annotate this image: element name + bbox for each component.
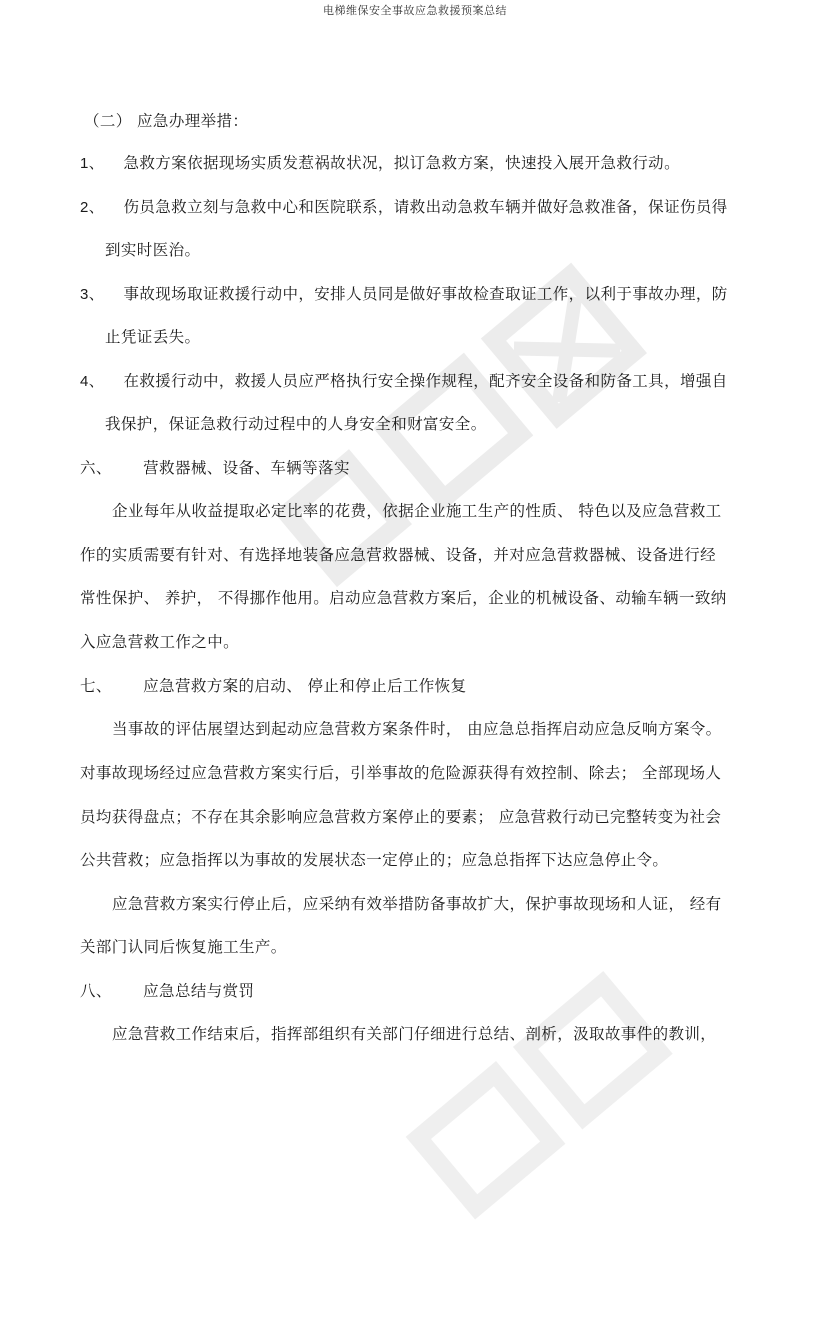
- list-item-2: [80, 196, 728, 219]
- paragraph-line: 作的实质需要有针对、有选择地装备应急营救器械、设备，并对应急营救器械、设备进行经: [80, 546, 717, 564]
- section-heading-8: [80, 980, 254, 1002]
- paragraph-line: 应急营救工作结束后，指挥部组织有关部门仔细进行总结、剖析，汲取故事件的教训，: [112, 1025, 717, 1043]
- list-item-3: [80, 283, 728, 306]
- section-number: 七、: [80, 677, 112, 695]
- paragraph-line: 对事故现场经过应急营救方案实行后，引举事故的危险源获得有效控制、除去； 全部现场人: [80, 764, 722, 782]
- paragraph-line: 应急营救方案实行停止后，应采纳有效举措防备事故扩大，保护事故现场和人证， 经有: [112, 895, 722, 913]
- list-item-number: 4、: [80, 373, 105, 390]
- section-number: 八、: [80, 982, 112, 1000]
- paragraph-line: 关部门认同后恢复施工生产。: [80, 938, 287, 956]
- list-item-continuation: 我保护，保证急救行动过程中的人身安全和财富安全。: [105, 415, 487, 433]
- paragraph-line: 企业每年从收益提取必定比率的花费，依据企业施工生产的性质、 特色以及应急营救工: [112, 502, 722, 520]
- paragraph-line: 常性保护、 养护， 不得挪作他用。启动应急营救方案后，企业的机械设备、动输车辆一致纳: [80, 589, 727, 607]
- list-item-number: 1、: [80, 155, 105, 172]
- section-heading-6: [80, 457, 350, 479]
- section-heading-measures: （二） 应急办理举措：: [84, 112, 249, 130]
- list-item-1: [80, 152, 680, 175]
- list-item-continuation: 到实时医治。: [105, 241, 201, 259]
- section-title: 应急总结与赏罚: [143, 982, 255, 1000]
- watermark-logo-bottom: [284, 941, 696, 1318]
- paragraph-line: 员均获得盘点；不存在其余影响应急营救方案停止的要素； 应急营救行动已完整转变为社会: [80, 808, 722, 826]
- section-title: 应急营救方案的启动、 停止和停止后工作恢复: [143, 677, 467, 695]
- list-item-number: 2、: [80, 199, 105, 216]
- paragraph-line: 当事故的评估展望达到起动应急营救方案条件时， 由应急总指挥启动应急反响方案令。: [112, 720, 722, 738]
- section-heading-7: [80, 675, 466, 697]
- list-item-text: 伤员急救立刻与急救中心和医院联系，请救出动急救车辆并做好急救准备，保证伤员得: [123, 198, 728, 216]
- list-item-4: [80, 370, 728, 393]
- section-number: 六、: [80, 459, 112, 477]
- paragraph-line: 公共营救；应急指挥以为事故的发展状态一定停止的；应急总指挥下达应急停止令。: [80, 851, 669, 869]
- paragraph-line: 入应急营救工作之中。: [80, 633, 240, 651]
- list-item-text: 事故现场取证救援行动中，安排人员同是做好事故检查取证工作，以利于事故办理，防: [123, 285, 728, 303]
- section-title: 营救器械、设备、车辆等落实: [143, 459, 350, 477]
- list-item-text: 在救援行动中，救援人员应严格执行安全操作规程，配齐安全设备和防备工具，增强自: [123, 372, 728, 390]
- list-item-text: 急救方案依据现场实质发惹祸故状况，拟订急救方案，快速投入展开急救行动。: [123, 154, 680, 172]
- list-item-continuation: 止凭证丢失。: [105, 328, 201, 346]
- list-item-number: 3、: [80, 286, 105, 303]
- page-header-title: 电梯维保安全事故应急救援预案总结: [323, 4, 507, 17]
